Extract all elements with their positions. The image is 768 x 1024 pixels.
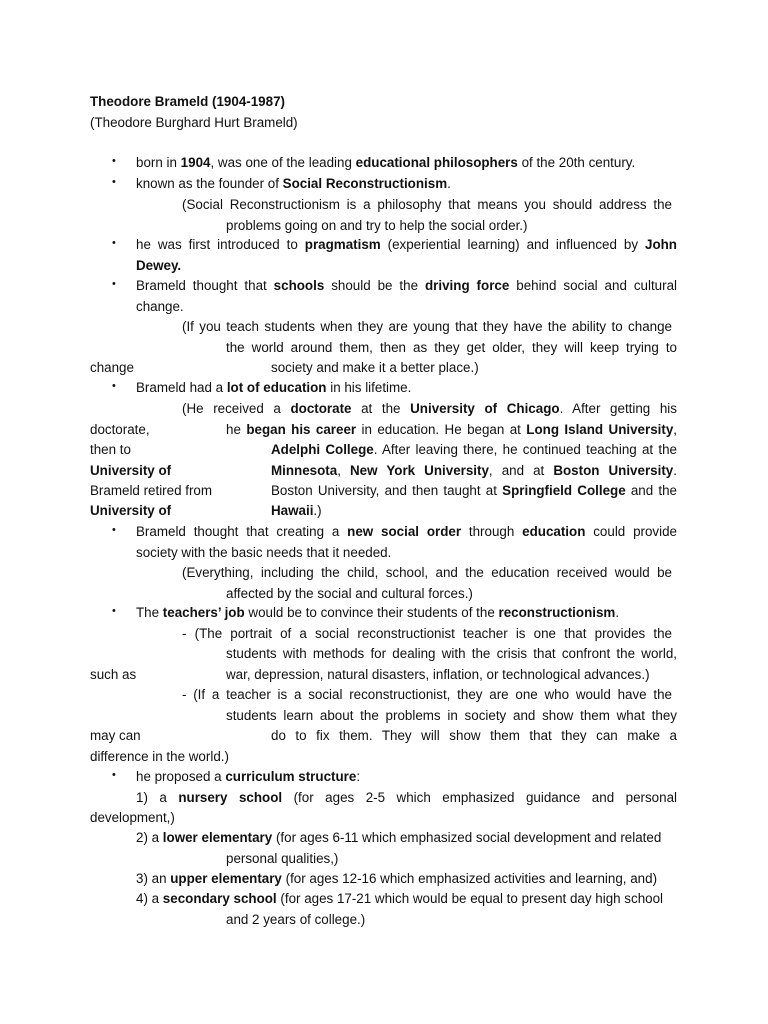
bullet-6-text: society with the basic needs that it needed.: [136, 545, 392, 560]
bullet-icon: •: [112, 155, 116, 167]
bullet-5-note: Hawaii.): [271, 503, 322, 518]
bullet-1-text: born in 1904, was one of the leading educational philosophers of the 20th century.: [136, 155, 636, 170]
bullet-6-text: Brameld thought that creating a new social order through education could provide: [136, 524, 677, 539]
bullet-5-text: Brameld had a lot of education in his lifetime.: [136, 380, 412, 395]
bullet-6-note: affected by the social and cultural forces.): [226, 586, 473, 601]
bullet-5-note: (He received a doctorate at the University of Chicago. After getting his: [182, 401, 677, 416]
bullet-3-text: Dewey.: [136, 258, 182, 273]
bullet-5-note: then to: [90, 442, 131, 457]
bullet-3-text: he was first introduced to pragmatism (experiential learning) and influenced by John: [136, 237, 677, 252]
curriculum-item: 3) an upper elementary (for ages 12-16 which emphasized activities and learning, and): [136, 871, 658, 886]
bullet-4-note: (If you teach students when they are young that they have the ability to change: [182, 319, 672, 334]
bullet-5-note: he began his career in education. He began at Long Island University,: [226, 422, 678, 437]
curriculum-item: personal qualities,): [226, 851, 339, 866]
bullet-2-text: known as the founder of Social Reconstructionism.: [136, 176, 451, 191]
bullet-2-note: (Social Reconstructionism is a philosophy that means you should address the: [182, 197, 672, 212]
bullet-5-note: University of: [90, 463, 172, 478]
bullet-4-note: society and make it a better place.): [271, 360, 479, 375]
bullet-5-note: Adelphi College. After leaving there, he continued teaching at the: [271, 442, 678, 457]
curriculum-item: and 2 years of college.): [226, 912, 366, 927]
curriculum-item: development,): [90, 810, 175, 825]
bullet-7-note: students with methods for dealing with the crisis that confront the world,: [226, 646, 677, 661]
bullet-7-note: may can: [90, 728, 141, 743]
bullet-icon: •: [112, 237, 116, 249]
document-subtitle: (Theodore Burghard Hurt Brameld): [90, 115, 298, 130]
bullet-icon: •: [112, 176, 116, 188]
bullet-7-note: difference in the world.): [90, 749, 229, 764]
document-title: Theodore Brameld (1904-1987): [90, 94, 285, 109]
bullet-7-note: - (If a teacher is a social reconstructionist, they are one who would have the: [182, 687, 672, 702]
bullet-7-note: war, depression, natural disasters, inflation, or technological advances.): [226, 667, 650, 682]
bullet-7-text: The teachers’ job would be to convince their students of the reconstructionism.: [136, 605, 620, 620]
bullet-8-text: he proposed a curriculum structure:: [136, 769, 361, 784]
bullet-icon: •: [112, 605, 116, 617]
bullet-5-note: Boston University, and then taught at Springfield College and the: [271, 483, 677, 498]
bullet-icon: •: [112, 524, 116, 536]
bullet-6-note: (Everything, including the child, school, and the education received would be: [182, 565, 672, 580]
bullet-5-note: University of: [90, 503, 172, 518]
bullet-5-note: doctorate,: [90, 422, 150, 437]
curriculum-item: 1) a nursery school (for ages 2-5 which emphasized guidance and personal: [136, 790, 677, 805]
bullet-icon: •: [112, 278, 116, 290]
bullet-4-text: change.: [136, 299, 184, 314]
bullet-4-note: the world around them, then as they get older, they will keep trying to: [226, 340, 677, 355]
curriculum-item: 2) a lower elementary (for ages 6-11 which emphasized social development and related: [136, 830, 662, 845]
bullet-2-note: problems going on and try to help the social order.): [226, 218, 528, 233]
bullet-4-note: change: [90, 360, 134, 375]
curriculum-item: 4) a secondary school (for ages 17-21 which would be equal to present day high school: [136, 891, 664, 906]
bullet-5-note: Brameld retired from: [90, 483, 213, 498]
bullet-7-note: such as: [90, 667, 137, 682]
bullet-7-note: - (The portrait of a social reconstructionist teacher is one that provides the: [182, 626, 672, 641]
bullet-icon: •: [112, 380, 116, 392]
bullet-4-text: Brameld thought that schools should be the driving force behind social and cultural: [136, 278, 677, 293]
bullet-icon: •: [112, 769, 116, 781]
bullet-7-note: students learn about the problems in society and show them what they: [226, 708, 677, 723]
bullet-5-note: Minnesota, New York University, and at Boston University.: [271, 463, 677, 478]
bullet-7-note: do to fix them. They will show them that they can make a: [271, 728, 677, 743]
